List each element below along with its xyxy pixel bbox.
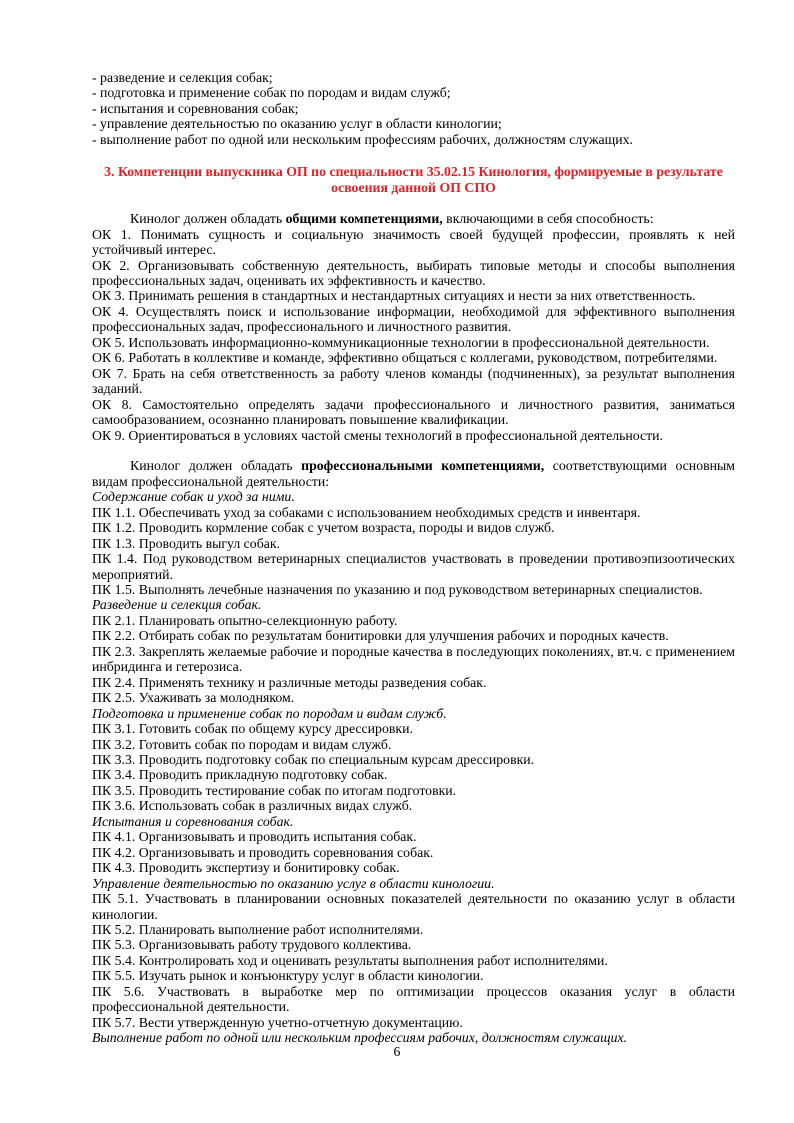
ok-item: ОК 8. Самостоятельно определять задачи профессионального и личностного развития, заниматься самообразованием, осознанно планировать повышение квалификации. [92,396,735,428]
pk-item: ПК 4.2. Организовывать и проводить соревнования собак. [92,844,434,860]
pk-item: ПК 5.7. Вести утвержденную учетно-отчетную документацию. [92,1014,463,1030]
pk-item: ПК 1.1. Обеспечивать уход за собаками с использованием необходимых средств и инвентаря. [92,504,641,520]
intro-text-bold: общими компетенциями, [285,211,443,227]
ok-item: ОК 7. Брать на себя ответственность за работу членов команды (подчиненных), за результат выполнения заданий. [92,365,735,397]
pk-section-title: Управление деятельностью по оказанию услуг в области кинологии. [92,875,495,891]
list-item: - выполнение работ по одной или нескольким профессиям рабочих, должностям служащих. [92,131,633,147]
list-item: - разведение и селекция собак; [92,70,273,85]
pk-section-title: Испытания и соревнования собак. [92,813,294,829]
ok-item: ОК 4. Осуществлять поиск и использование информации, необходимой для эффективного выполнения профессиональных задач, профессионального и личностного развития. [92,303,735,335]
pk-item: ПК 3.2. Готовить собак по породам и видам служб. [92,736,392,752]
section-heading: 3. Компетенции выпускника ОП по специальности 35.02.15 Кинология, формируемые в результате освоения данной ОП СПО [104,164,723,195]
pk-item: ПК 5.3. Организовывать работу трудового коллектива. [92,937,412,953]
pk-section-title: Подготовка и применение собак по породам и видам служб. [92,705,447,721]
pk-item: ПК 2.1. Планировать опытно-селекционную работу. [92,612,398,628]
pk-item: ПК 5.2. Планировать выполнение работ исполнителями. [92,922,424,937]
pk-section-title: Содержание собак и уход за ними. [92,489,295,505]
pk-item: ПК 5.4. Контролировать ход и оценивать результаты выполнения работ исполнителями. [92,952,608,968]
ok-item: ОК 1. Понимать сущность и социальную значимость своей будущей профессии, проявлять к ней устойчивый интерес. [92,226,735,258]
pk-item: ПК 3.6. Использовать собак в различных видах служб. [92,798,413,814]
ok-item: ОК 3. Принимать решения в стандартных и нестандартных ситуациях и нести за них ответственность. [92,288,696,304]
closing-line: Выполнение работ по одной или нескольким профессиям рабочих, должностям служащих. [92,1030,628,1046]
pk-section-title: Разведение и селекция собак. [92,597,262,613]
pk-item: ПК 3.3. Проводить подготовку собак по специальным курсам дрессировки. [92,752,535,768]
pk-item: ПК 1.4. Под руководством ветеринарных специалистов участвовать в проведении противоэпизоотических мероприятий. [92,551,735,582]
pk-item: ПК 1.5. Выполнять лечебные назначения по указанию и под руководством ветеринарных специалистов. [92,582,703,598]
intro-text-suffix: соответствующими основным видам профессиональной деятельности: [92,458,735,489]
pk-item: ПК 3.4. Проводить прикладную подготовку собак. [92,767,388,783]
pk-item: ПК 3.5. Проводить тестирование собак по итогам подготовки. [92,782,457,798]
pk-item: ПК 2.4. Применять технику и различные методы разведения собак. [92,674,487,690]
pk-item: ПК 5.6. Участвовать в выработке мер по оптимизации процессов оказания услуг в области профессиональной деятельности. [92,983,735,1015]
ok-item: ОК 2. Организовывать собственную деятельность, выбирать типовые методы и способы выполнения профессиональных задач, оценивать их эффективность и качество. [92,257,735,288]
pk-item: ПК 5.5. Изучать рынок и конъюнктуру услуг в области кинологии. [92,968,484,984]
list-item: - управление деятельностью по оказанию услуг в области кинологии; [92,116,502,132]
pk-item: ПК 2.3. Закреплять желаемые рабочие и породные качества в последующих поколениях, вт.ч. с применением инбридинга и гетерозиса. [92,643,735,675]
pk-item: ПК 4.3. Проводить экспертизу и бонитировку собак. [92,860,400,876]
activity-types-list [92,70,735,147]
pk-item: ПК 1.2. Проводить кормление собак с учетом возраста, породы и видов служб. [92,520,555,536]
page-number: 6 [393,1044,401,1059]
intro-text-prefix: Кинолог должен обладать [130,211,286,227]
pk-item: ПК 2.5. Ухаживать за молодняком. [92,690,295,706]
pk-item: ПК 4.1. Организовывать и проводить испытания собак. [92,829,417,845]
ok-item: ОК 5. Использовать информационно-коммуникационные технологии в профессиональной деятельности. [92,334,710,350]
intro-text-prefix: Кинолог должен обладать [130,458,302,474]
intro-text-suffix: включающими в себя способность: [442,211,654,227]
pk-item: ПК 2.2. Отбирать собак по результатам бонитировки для улучшения рабочих и породных качеств. [92,628,669,644]
intro-text-bold: профессиональными компетенциями, [301,458,545,474]
ok-item: ОК 9. Ориентироваться в условиях частой смены технологий в профессиональной деятельности. [92,427,663,443]
ok-item: ОК 6. Работать в коллективе и команде, эффективно общаться с коллегами, руководством, потребителями. [92,350,718,366]
pk-item: ПК 3.1. Готовить собак по общему курсу дрессировки. [92,721,413,737]
list-item: - испытания и соревнования собак; [92,100,299,116]
list-item: - подготовка и применение собак по породам и видам служб; [92,85,451,101]
professional-competencies-intro [92,458,735,489]
general-competencies-intro [92,211,735,226]
pk-item: ПК 1.3. Проводить выгул собак. [92,535,281,551]
pk-item: ПК 5.1. Участвовать в планировании основных показателей деятельности по оказанию услуг в области кинологии. [92,891,735,922]
